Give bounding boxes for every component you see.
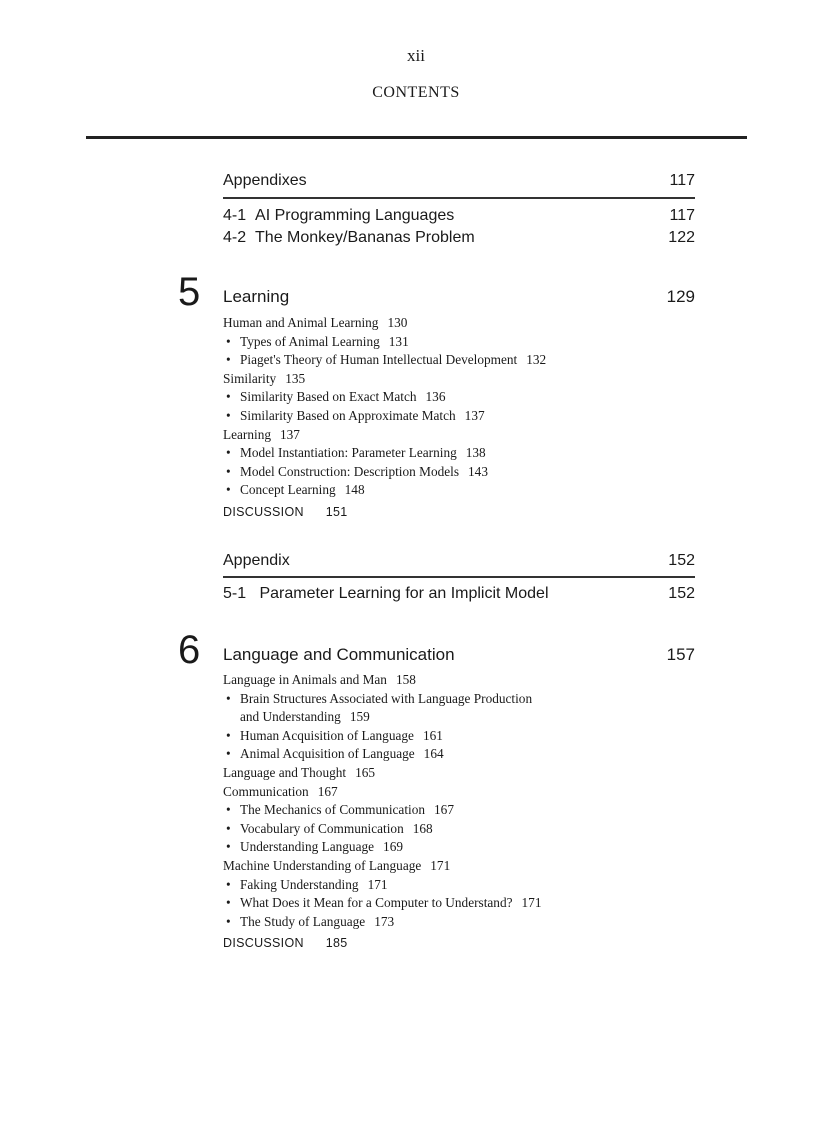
- toc-entry[interactable]: Communication 167: [223, 783, 338, 799]
- appendix-title: AI Programming Languages: [255, 207, 455, 224]
- toc-entry[interactable]: Language in Animals and Man 158: [223, 672, 416, 687]
- chapter-5-number: 5: [178, 270, 201, 314]
- appendixes-rule: [223, 197, 695, 199]
- discussion-label: DISCUSSION: [223, 505, 304, 519]
- toc-subentry[interactable]: • The Mechanics of Communication 167: [223, 801, 643, 820]
- running-head: CONTENTS: [372, 84, 460, 101]
- chapter-6-entries: [223, 671, 643, 931]
- appendixes-heading: [223, 172, 695, 190]
- appendix-heading-title: Appendix: [223, 552, 290, 569]
- toc-entry[interactable]: Human and Animal Learning 130: [223, 315, 408, 330]
- page-number: xii: [407, 46, 425, 65]
- appendix-page: 152: [668, 585, 695, 602]
- toc-subentry[interactable]: • Vocabulary of Communication 168: [223, 820, 643, 839]
- chapter-6-title: Language and Communication: [223, 645, 455, 664]
- appendix-row[interactable]: [223, 207, 695, 225]
- toc-entry[interactable]: Similarity 135: [223, 370, 306, 386]
- toc-subentry[interactable]: • Model Construction: Description Models 143: [223, 463, 643, 482]
- toc-entry[interactable]: Learning 137: [223, 426, 300, 442]
- toc-subentry[interactable]: • What Does it Mean for a Computer to Understand? 171: [223, 894, 643, 913]
- appendix-number: 5-1: [223, 585, 247, 602]
- chapter-5-appendix-heading: [223, 552, 695, 570]
- chapter-5-discussion[interactable]: [223, 505, 348, 519]
- toc-subentry[interactable]: • Similarity Based on Exact Match 136: [223, 388, 643, 407]
- chapter-5-heading[interactable]: [223, 287, 695, 307]
- appendixes-title: Appendixes: [223, 172, 307, 189]
- toc-entry[interactable]: Machine Understanding of Language 171: [223, 857, 451, 873]
- toc-subentry[interactable]: • Human Acquisition of Language 161: [223, 727, 643, 746]
- discussion-page: 185: [325, 936, 348, 950]
- toc-subentry[interactable]: • Animal Acquisition of Language 164: [223, 745, 643, 764]
- toc-subentry[interactable]: • Similarity Based on Approximate Match 137: [223, 407, 643, 426]
- toc-subentry[interactable]: • Faking Understanding 171: [223, 876, 643, 895]
- toc-subentry-continued[interactable]: and Understanding 159: [240, 709, 370, 725]
- chapter-6-discussion[interactable]: [223, 936, 348, 950]
- appendix-title: The Monkey/Bananas Problem: [255, 229, 475, 246]
- appendix-row[interactable]: [223, 585, 695, 603]
- appendix-rule: [223, 576, 695, 578]
- appendix-title: Parameter Learning for an Implicit Model: [259, 585, 549, 602]
- toc-subentry[interactable]: • The Study of Language 173: [223, 913, 643, 932]
- toc-subentry[interactable]: • Types of Animal Learning 131: [223, 333, 643, 352]
- appendix-row[interactable]: [223, 229, 695, 247]
- appendix-heading-page: 152: [668, 552, 695, 569]
- toc-entry[interactable]: Language and Thought 165: [223, 764, 376, 780]
- chapter-6-heading[interactable]: [223, 645, 695, 665]
- appendix-number: 4-2: [223, 229, 247, 246]
- discussion-label: DISCUSSION: [223, 936, 304, 950]
- chapter-5-page: 129: [666, 287, 695, 306]
- toc-subentry[interactable]: • Concept Learning 148: [223, 481, 643, 500]
- toc-subentry[interactable]: • Model Instantiation: Parameter Learning 138: [223, 444, 643, 463]
- toc-subentry[interactable]: • Understanding Language 169: [223, 838, 643, 857]
- chapter-5-entries: [223, 314, 643, 500]
- chapter-6-page: 157: [666, 645, 695, 664]
- chapter-6-number: 6: [178, 628, 201, 672]
- appendix-number: 4-1: [223, 207, 247, 224]
- chapter-5-title: Learning: [223, 287, 290, 306]
- appendixes-page: 117: [669, 172, 695, 189]
- appendix-page: 122: [668, 229, 695, 246]
- discussion-page: 151: [325, 505, 348, 519]
- toc-subentry[interactable]: • Piaget's Theory of Human Intellectual Development 132: [223, 351, 643, 370]
- header-rule: [86, 136, 747, 139]
- appendix-page: 117: [669, 207, 695, 224]
- toc-subentry[interactable]: • Brain Structures Associated with Language Production: [223, 690, 643, 709]
